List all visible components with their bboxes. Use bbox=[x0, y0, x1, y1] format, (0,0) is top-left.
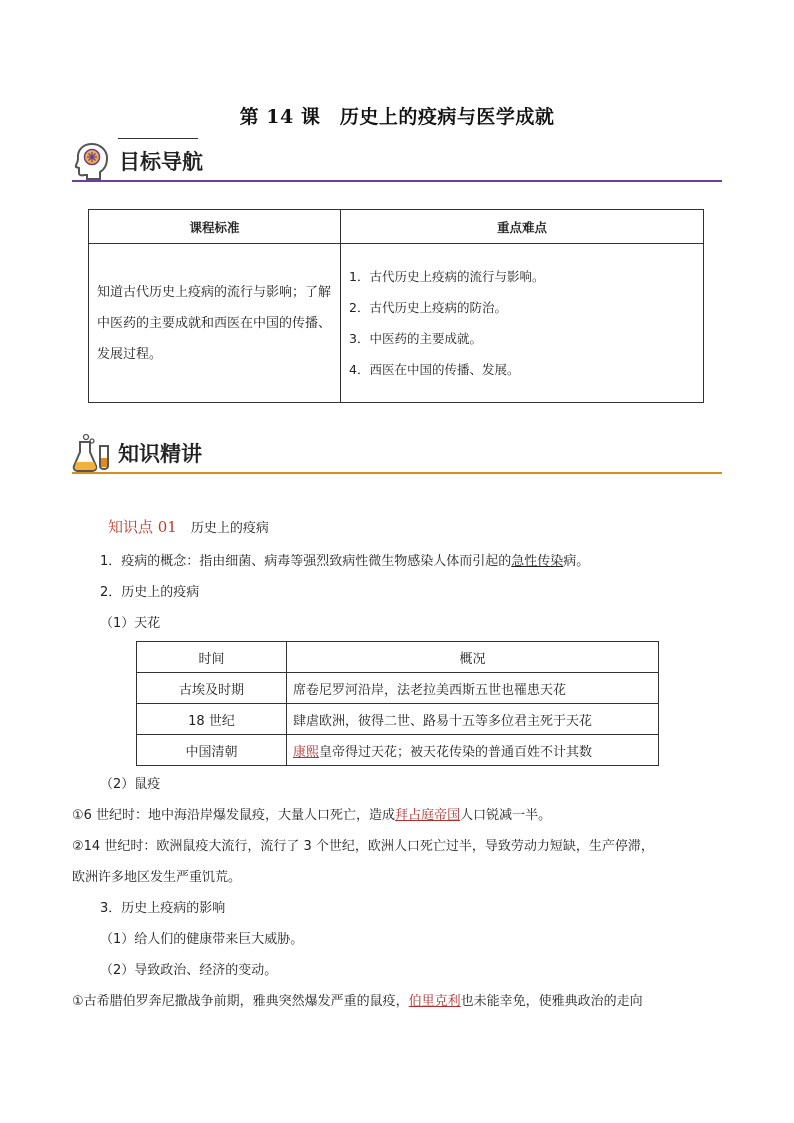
knowledge-point-heading bbox=[108, 516, 269, 537]
table-cell: 18 世纪 bbox=[137, 704, 287, 735]
paragraph: （1）给人们的健康带来巨大威胁。 bbox=[100, 932, 304, 947]
table-row bbox=[89, 244, 704, 403]
knowledge-point-name: 历史上的疫病 bbox=[190, 521, 269, 536]
text: ①古希腊伯罗奔尼撒战争前期，雅典突然爆发严重的鼠疫， bbox=[72, 994, 409, 1009]
list-item: 1．古代历史上疫病的流行与影响。 bbox=[349, 269, 545, 284]
section-header-knowledge bbox=[72, 430, 722, 474]
header-underline bbox=[72, 472, 722, 474]
text: 病。 bbox=[563, 554, 590, 569]
lab-flask-icon bbox=[72, 432, 112, 472]
list-item: 3．中医药的主要成就。 bbox=[349, 331, 482, 346]
paragraph bbox=[72, 806, 551, 826]
table-cell: 古埃及时期 bbox=[137, 673, 287, 704]
paragraph bbox=[100, 552, 589, 572]
text: 1．疫病的概念：指由细菌、病毒等强烈致病性微生物感染人体而引起的 bbox=[100, 554, 512, 569]
smallpox-table bbox=[136, 641, 659, 766]
section-title: 目标导航 bbox=[119, 150, 203, 174]
page-title: 第 14 课 历史上的疫病与医学成就 bbox=[239, 106, 555, 128]
table-header: 概况 bbox=[287, 642, 659, 673]
paragraph: （2）导致政治、经济的变动。 bbox=[100, 963, 278, 978]
table-cell bbox=[287, 735, 659, 766]
table-cell: 中国清朝 bbox=[137, 735, 287, 766]
term-link[interactable]: 康熙 bbox=[293, 744, 320, 760]
table-row bbox=[137, 673, 659, 704]
term-link[interactable]: 伯里克利 bbox=[408, 994, 461, 1009]
header-overline bbox=[118, 138, 198, 139]
table-cell: 肆虐欧洲，彼得二世、路易十五等多位君主死于天花 bbox=[287, 704, 659, 735]
table-header: 课程标准 bbox=[89, 210, 341, 244]
paragraph: 2．历史上的疫病 bbox=[100, 585, 200, 600]
table-row bbox=[137, 704, 659, 735]
list-item: 2．古代历史上疫病的防治。 bbox=[349, 300, 507, 315]
text: 人口锐减一半。 bbox=[460, 808, 552, 823]
goals-table bbox=[88, 209, 704, 403]
paragraph bbox=[72, 992, 643, 1012]
table-cell: 席卷尼罗河沿岸，法老拉美西斯五世也罹患天花 bbox=[287, 673, 659, 704]
paragraph: 3．历史上疫病的影响 bbox=[100, 901, 226, 916]
table-header: 重点难点 bbox=[341, 210, 704, 244]
text: ①6 世纪时：地中海沿岸爆发鼠疫，大量人口死亡，造成 bbox=[72, 808, 396, 823]
header-underline bbox=[72, 180, 722, 182]
section-header-goals bbox=[72, 138, 722, 182]
knowledge-point-number: 知识点 01 bbox=[108, 518, 177, 536]
head-brain-icon bbox=[72, 140, 112, 180]
text: 皇帝得过天花；被天花传染的普通百姓不计其数 bbox=[319, 744, 593, 760]
paragraph: （2）鼠疫 bbox=[100, 777, 161, 792]
key-points-cell bbox=[341, 244, 704, 403]
table-header: 时间 bbox=[137, 642, 287, 673]
table-header-row bbox=[89, 210, 704, 244]
key-points-list bbox=[349, 261, 695, 385]
list-item: 4．西医在中国的传播、发展。 bbox=[349, 362, 520, 377]
emphasis-text: 急性传染 bbox=[511, 554, 564, 569]
table-header-row bbox=[137, 642, 659, 673]
text: 也未能幸免，使雅典政治的走向 bbox=[460, 994, 643, 1009]
paragraph: ②14 世纪时：欧洲鼠疫大流行，流行了 3 个世纪，欧洲人口死亡过半，导致劳动力短缺，生产停滞， bbox=[72, 839, 654, 854]
section-title: 知识精讲 bbox=[118, 442, 202, 466]
paragraph: 欧洲许多地区发生严重饥荒。 bbox=[72, 870, 242, 885]
paragraph: （1）天花 bbox=[100, 616, 161, 631]
course-standard-cell: 知道古代历史上疫病的流行与影响；了解中医药的主要成就和西医在中国的传播、发展过程。 bbox=[89, 244, 341, 403]
table-row bbox=[137, 735, 659, 766]
term-link[interactable]: 拜占庭帝国 bbox=[395, 808, 461, 823]
